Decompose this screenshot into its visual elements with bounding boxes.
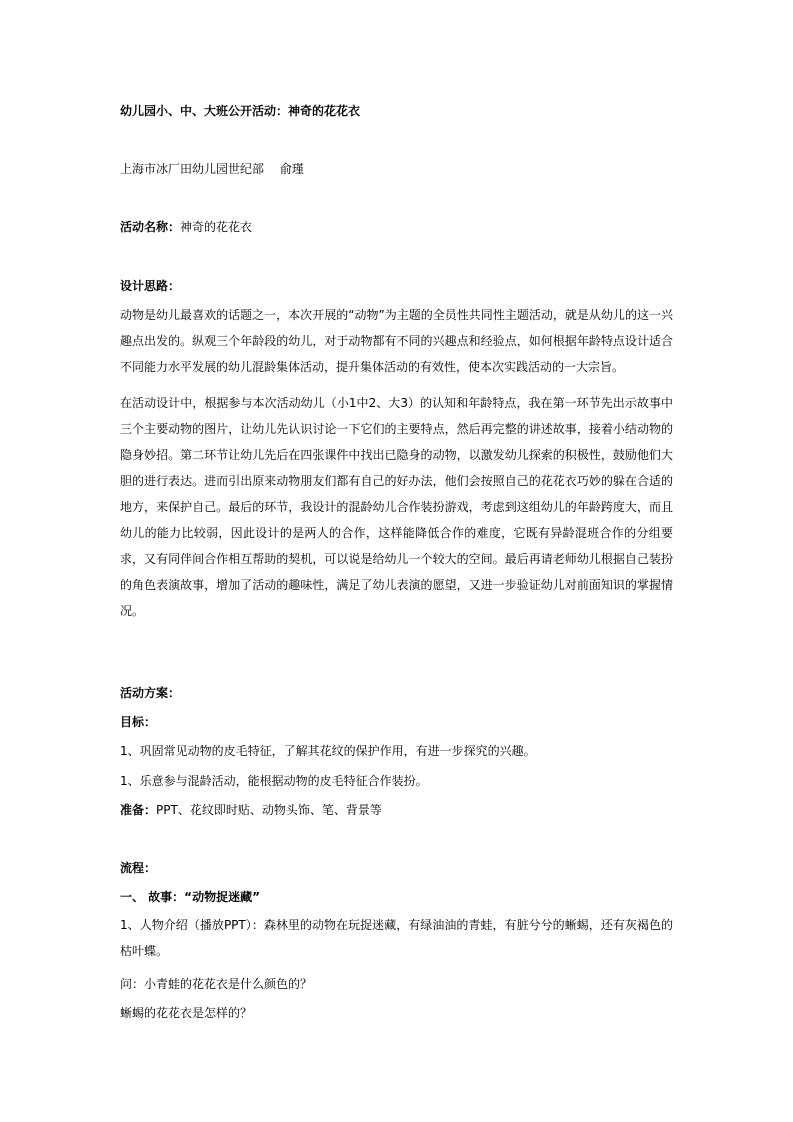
activity-name-line xyxy=(120,219,252,235)
activity-name-value: 神奇的花花衣 xyxy=(180,220,253,234)
design-heading: 设计思路： xyxy=(120,279,181,293)
preparation-line xyxy=(120,802,382,818)
goal-item-1: 1、巩固常见动物的皮毛特征，了解其花纹的保护作用，有进一步探究的兴趣。 xyxy=(120,744,536,758)
design-paragraph-2: 在活动设计中，根据参与本次活动幼儿（小1中2、大3）的认知和年龄特点，我在第一环节先出示故事中三个主要动物的图片，让幼儿先认识讨论一下它们的主要特点，然后再完整的讲述故事，接着小结动物的隐身妙招。第二环节让幼儿先后在四张课件中找出已隐身的动物，以激发幼儿探索的积极性，鼓励他们大胆的进行表达。进而引出原来动物朋友们都有自己的好办法，他们会按照自己的花花衣巧妙的躲在合适的地方，来保护自己。最后的环节，我设计的混龄幼儿合作装扮游戏，考虑到这组幼儿的年龄跨度大，而且幼儿的能力比较弱，因此设计的是两人的合作，这样能降低合作的难度，它既有异龄混班合作的分组要求，又有同伴间合作相互帮助的契机，可以说是给幼儿一个较大的空间。最后再请老师幼儿根据自己装扮的角色表演故事，增加了活动的趣味性，满足了幼儿表演的愿望，又进一步验证幼儿对前面知识的掌握情况。 xyxy=(120,396,673,618)
plan-heading: 活动方案： xyxy=(120,686,181,700)
design-paragraph-1: 动物是幼儿最喜欢的话题之一，本次开展的“动物”为主题的全员性共同性主题活动，就是从幼儿的这一兴趣点出发的。纵观三个年龄段的幼儿，对于动物都有不同的兴趣点和经验点，如何根据年龄特点设计适合不同能力水平发展的幼儿混龄集体活动，提升集体活动的有效性，使本次实践活动的一大宗旨。 xyxy=(120,308,673,374)
flow-heading: 流程： xyxy=(120,861,157,875)
flow-item-1: 1、人物介绍（播放PPT）：森林里的动物在玩捉迷藏，有绿油油的青蛙，有脏兮兮的蜥蜴，还有灰褐色的枯叶蝶。 xyxy=(120,918,673,958)
goal-item-2: 1、乐意参与混龄活动，能根据动物的皮毛特征合作装扮。 xyxy=(120,774,428,788)
question-2: 蜥蜴的花花衣是怎样的？ xyxy=(120,1006,253,1020)
flow-section-1: 一、 故事：“动物捉迷藏” xyxy=(120,890,260,904)
preparation-value: PPT、花纹即时贴、动物头饰、笔、背景等 xyxy=(156,803,382,817)
goals-label: 目标： xyxy=(120,715,157,729)
question-1: 问：小青蛙的花花衣是什么颜色的？ xyxy=(120,977,313,991)
author-line: 上海市冰厂田幼儿园世纪部 俞瑾 xyxy=(120,162,304,176)
activity-name-label: 活动名称： xyxy=(120,220,181,234)
preparation-label: 准备： xyxy=(120,803,157,817)
document-title: 幼儿园小、中、大班公开活动：神奇的花花衣 xyxy=(120,104,361,118)
